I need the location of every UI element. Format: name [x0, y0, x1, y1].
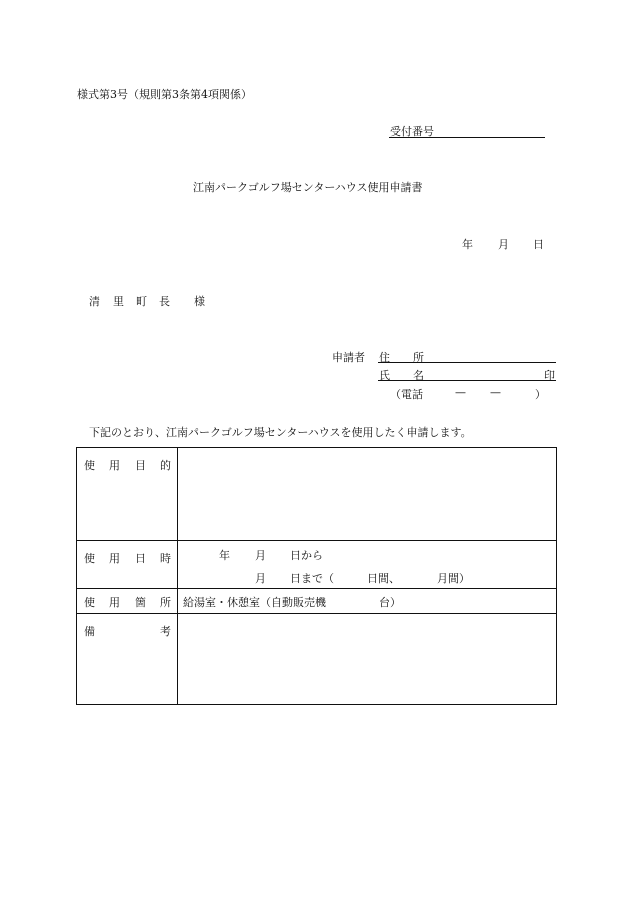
document-title: 江南パークゴルフ場センターハウス使用申請書 — [193, 181, 423, 194]
header-char: 使 — [84, 552, 95, 565]
name-label-char: 名 — [413, 369, 424, 382]
addressee-char: 里 — [113, 295, 124, 308]
place-header — [77, 589, 178, 614]
until-day: 日まで（ — [290, 572, 334, 585]
place-field[interactable] — [178, 589, 557, 614]
purpose-field[interactable] — [178, 448, 557, 541]
header-char: 日 — [135, 552, 146, 565]
header-char: 用 — [109, 459, 120, 472]
name-field[interactable] — [378, 380, 556, 381]
place-value: 給湯室・休憩室（自動販売機 — [183, 596, 326, 609]
phone-close: ） — [535, 388, 546, 401]
name-label-char: 氏 — [379, 369, 390, 382]
header-char: 備 — [84, 625, 95, 638]
date-day: 日 — [533, 238, 544, 251]
months-count: 月間） — [437, 572, 470, 585]
phone-dash: — — [455, 386, 466, 399]
header-char: 使 — [84, 596, 95, 609]
address-label-char: 住 — [379, 351, 390, 364]
datetime-field[interactable] — [178, 541, 557, 589]
purpose-row — [77, 448, 557, 541]
address-label-char: 所 — [413, 351, 424, 364]
form-number: 様式第3号（規則第3条第4項関係） — [77, 88, 252, 101]
from-day: 日から — [290, 549, 323, 562]
header-char: 考 — [160, 625, 171, 638]
receipt-number-label: 受付番号 — [390, 125, 434, 138]
intro-text: 下記のとおり、江南パークゴルフ場センターハウスを使用したく申請します。 — [89, 426, 472, 439]
addressee-honorific: 様 — [194, 295, 205, 308]
header-char: 所 — [160, 596, 171, 609]
purpose-header — [77, 448, 178, 541]
header-char: 時 — [160, 552, 171, 565]
addressee-char: 町 — [136, 295, 147, 308]
phone-dash: — — [490, 386, 501, 399]
until-month: 月 — [255, 572, 266, 585]
place-row — [77, 589, 557, 614]
vending-unit: 台） — [379, 596, 401, 609]
remarks-row — [77, 614, 557, 705]
header-char: 使 — [84, 459, 95, 472]
header-char: 目 — [135, 459, 146, 472]
addressee-char: 長 — [159, 295, 170, 308]
header-char: 的 — [160, 459, 171, 472]
phone-open: （電話 — [390, 388, 423, 401]
address-field[interactable] — [378, 362, 556, 363]
receipt-number-field[interactable] — [389, 137, 545, 138]
application-table — [76, 447, 557, 705]
seal-mark: 印 — [544, 369, 555, 382]
header-char: 箇 — [135, 596, 146, 609]
datetime-row — [77, 541, 557, 589]
applicant-label: 申請者 — [332, 351, 365, 364]
date-year: 年 — [462, 238, 473, 251]
header-char: 用 — [109, 552, 120, 565]
remarks-field[interactable] — [178, 614, 557, 705]
from-month: 月 — [255, 549, 266, 562]
from-year: 年 — [219, 549, 230, 562]
addressee-char: 清 — [89, 295, 100, 308]
header-char: 用 — [109, 596, 120, 609]
remarks-header — [77, 614, 178, 705]
days-count: 日間、 — [367, 572, 400, 585]
datetime-header — [77, 541, 178, 589]
date-month: 月 — [498, 238, 509, 251]
